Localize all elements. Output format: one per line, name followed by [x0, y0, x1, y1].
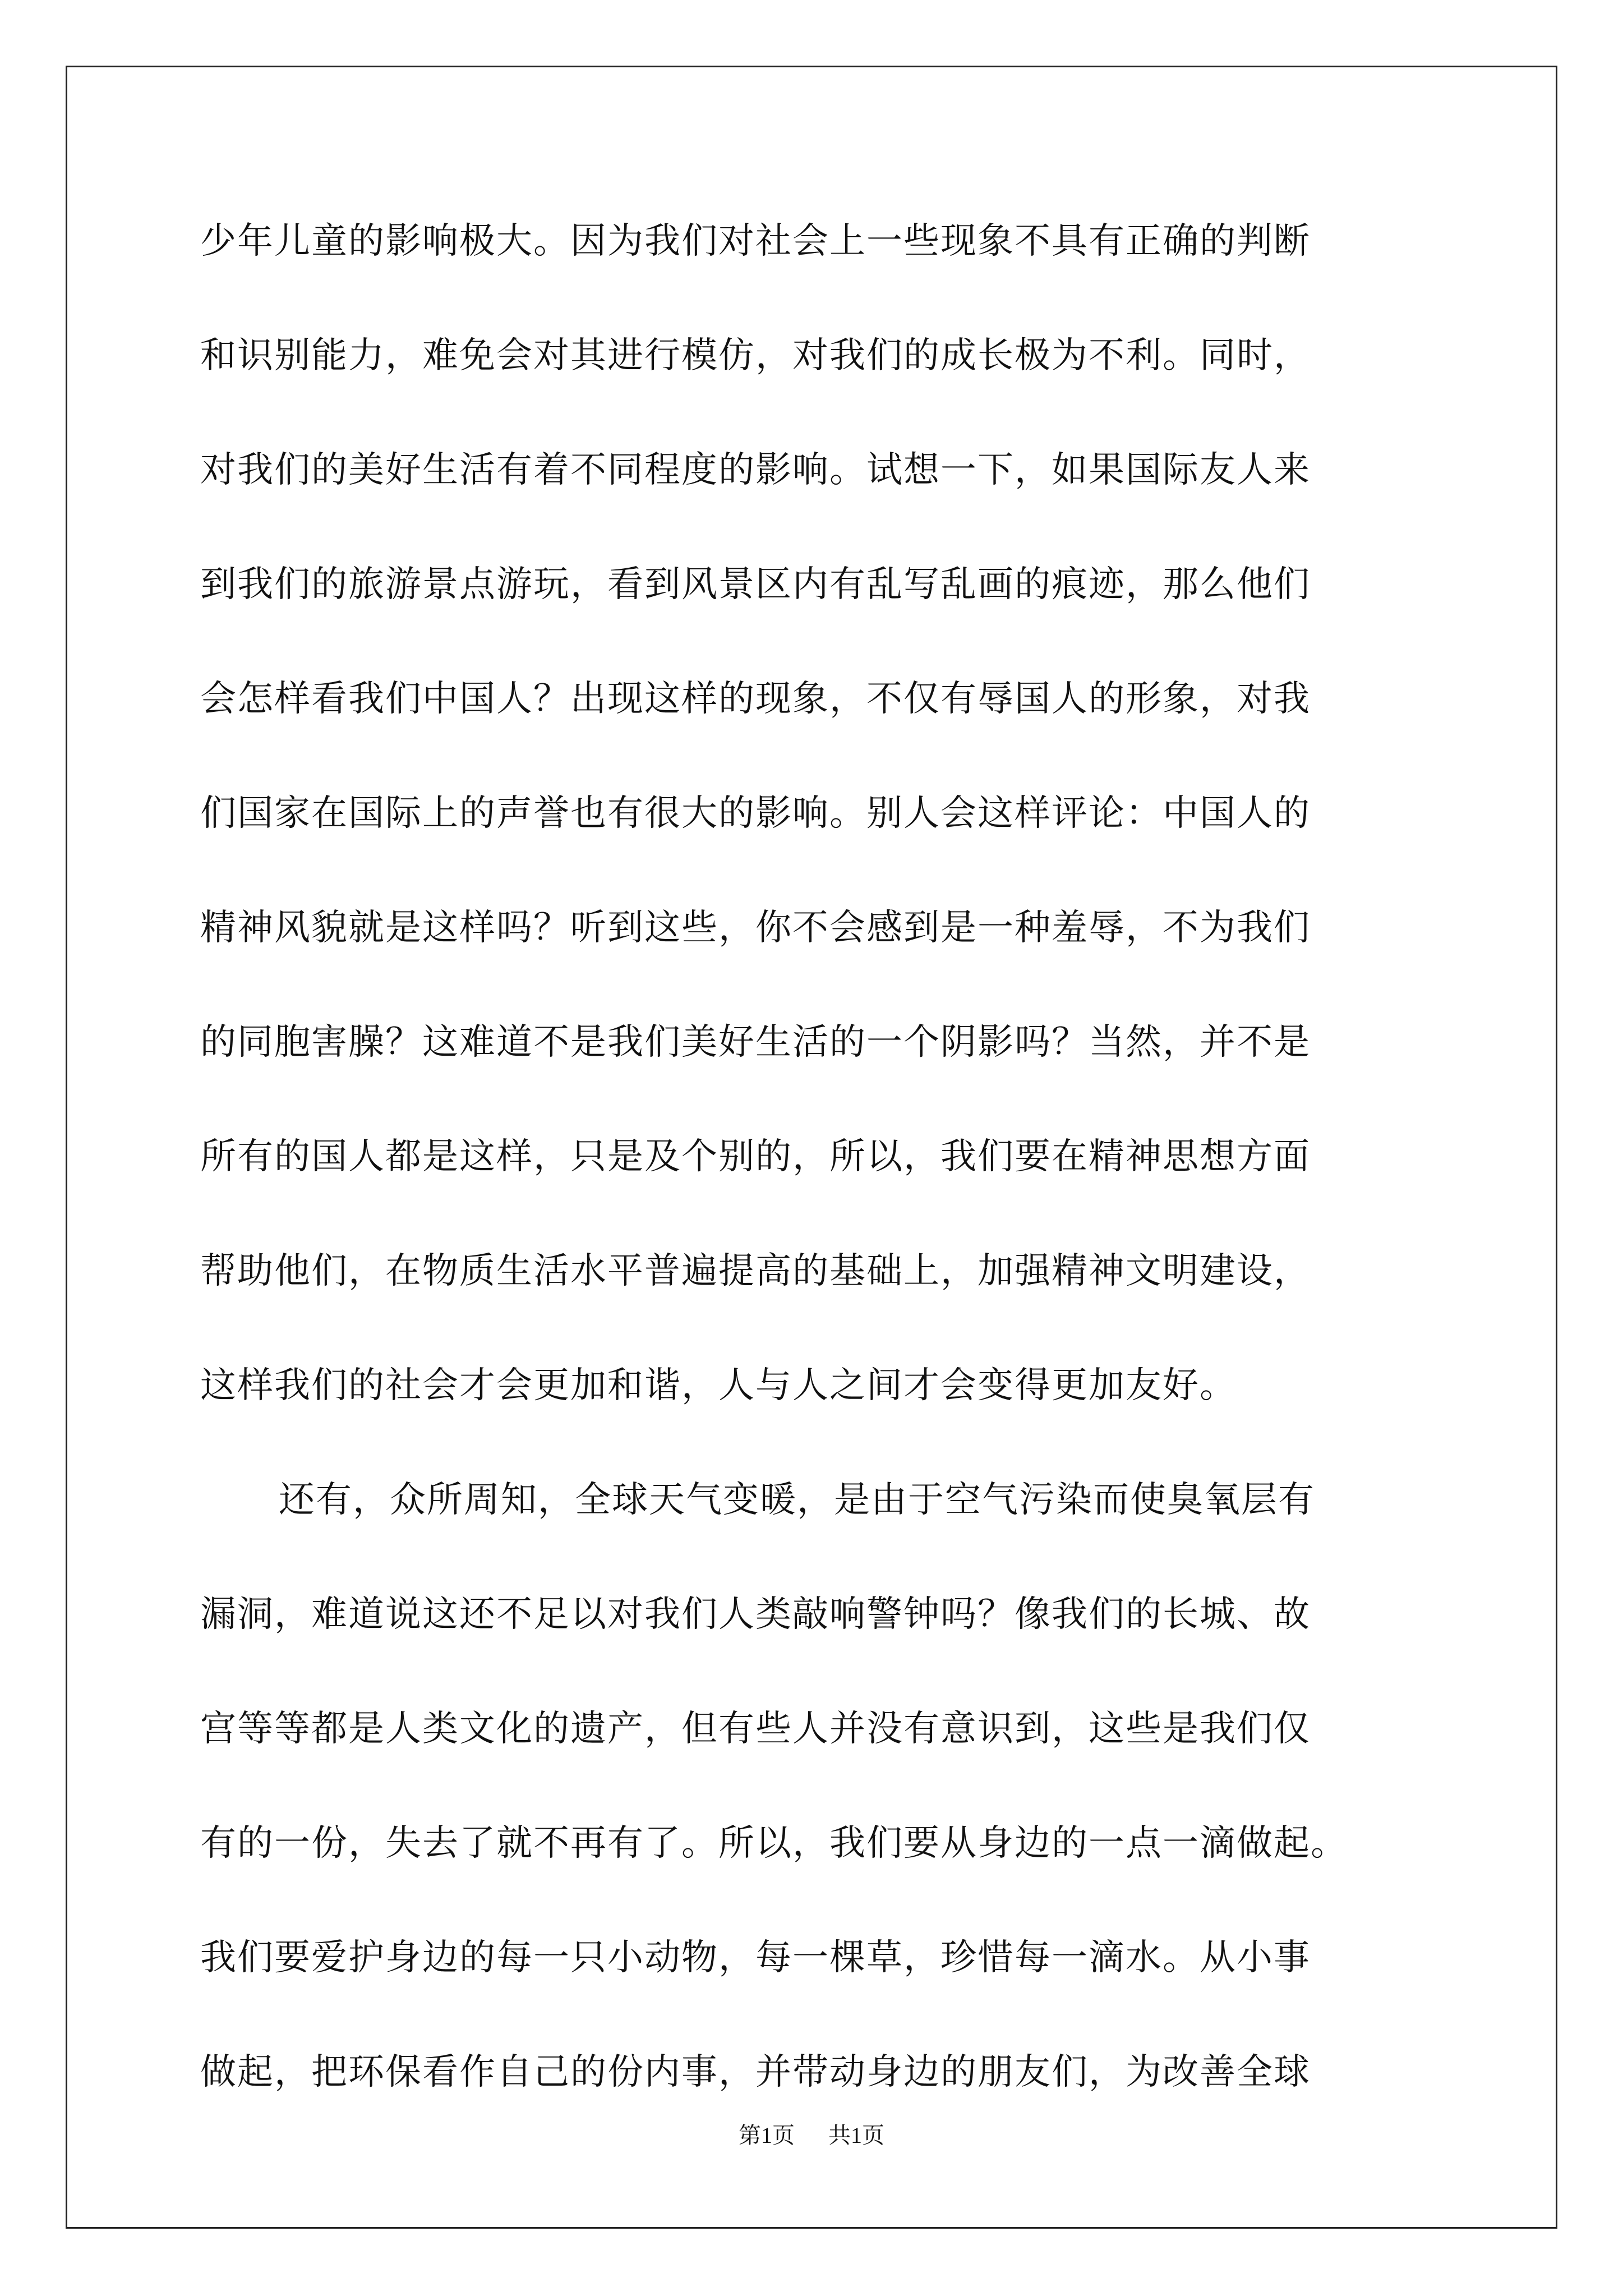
text-line: 宫等等都是人类文化的遗产，但有些人并没有意识到，这些是我们仅	[200, 1708, 1311, 1750]
text-line: 有的一份，失去了就不再有了。所以，我们要从身边的一点一滴做起。	[200, 1823, 1348, 1864]
text-line: 帮助他们，在物质生活水平普遍提高的基础上，加强精神文明建设，	[200, 1250, 1311, 1292]
page-number-total: 共1页	[828, 2123, 884, 2148]
text-line: 的同胞害臊？这难道不是我们美好生活的一个阴影吗？当然，并不是	[200, 1022, 1311, 1063]
text-line: 会怎样看我们中国人？出现这样的现象，不仅有辱国人的形象，对我	[200, 678, 1311, 720]
text-line: 少年儿童的影响极大。因为我们对社会上一些现象不具有正确的判断	[200, 220, 1311, 262]
text-line: 精神风貌就是这样吗？听到这些，你不会感到是一种羞辱，不为我们	[200, 907, 1311, 949]
text-line: 我们要爱护身边的每一只小动物，每一棵草，珍惜每一滴水。从小事	[200, 1937, 1311, 1978]
text-line: 做起，把环保看作自己的份内事，并带动身边的朋友们，为改善全球	[200, 2051, 1311, 2093]
text-line: 这样我们的社会才会更加和谐，人与人之间才会变得更加友好。	[200, 1365, 1237, 1406]
text-line: 漏洞，难道说这还不足以对我们人类敲响警钟吗？像我们的长城、故	[200, 1594, 1311, 1635]
text-line: 和识别能力，难免会对其进行模仿，对我们的成长极为不利。同时，	[200, 335, 1311, 376]
text-line: 到我们的旅游景点游玩，看到风景区内有乱写乱画的痕迹，那么他们	[200, 564, 1311, 605]
text-line: 对我们的美好生活有着不同程度的影响。试想一下，如果国际友人来	[200, 449, 1311, 491]
text-line: 所有的国人都是这样，只是及个别的，所以，我们要在精神思想方面	[200, 1136, 1311, 1177]
paragraph-start-line: 还有，众所周知，全球天气变暖，是由于空气污染而使臭氧层有	[279, 1479, 1315, 1521]
document-body	[200, 216, 1434, 2161]
page-number-current: 第1页	[739, 2123, 795, 2148]
page-footer	[0, 2122, 1623, 2150]
text-line: 们国家在国际上的声誉也有很大的影响。别人会这样评论：中国人的	[200, 793, 1311, 834]
